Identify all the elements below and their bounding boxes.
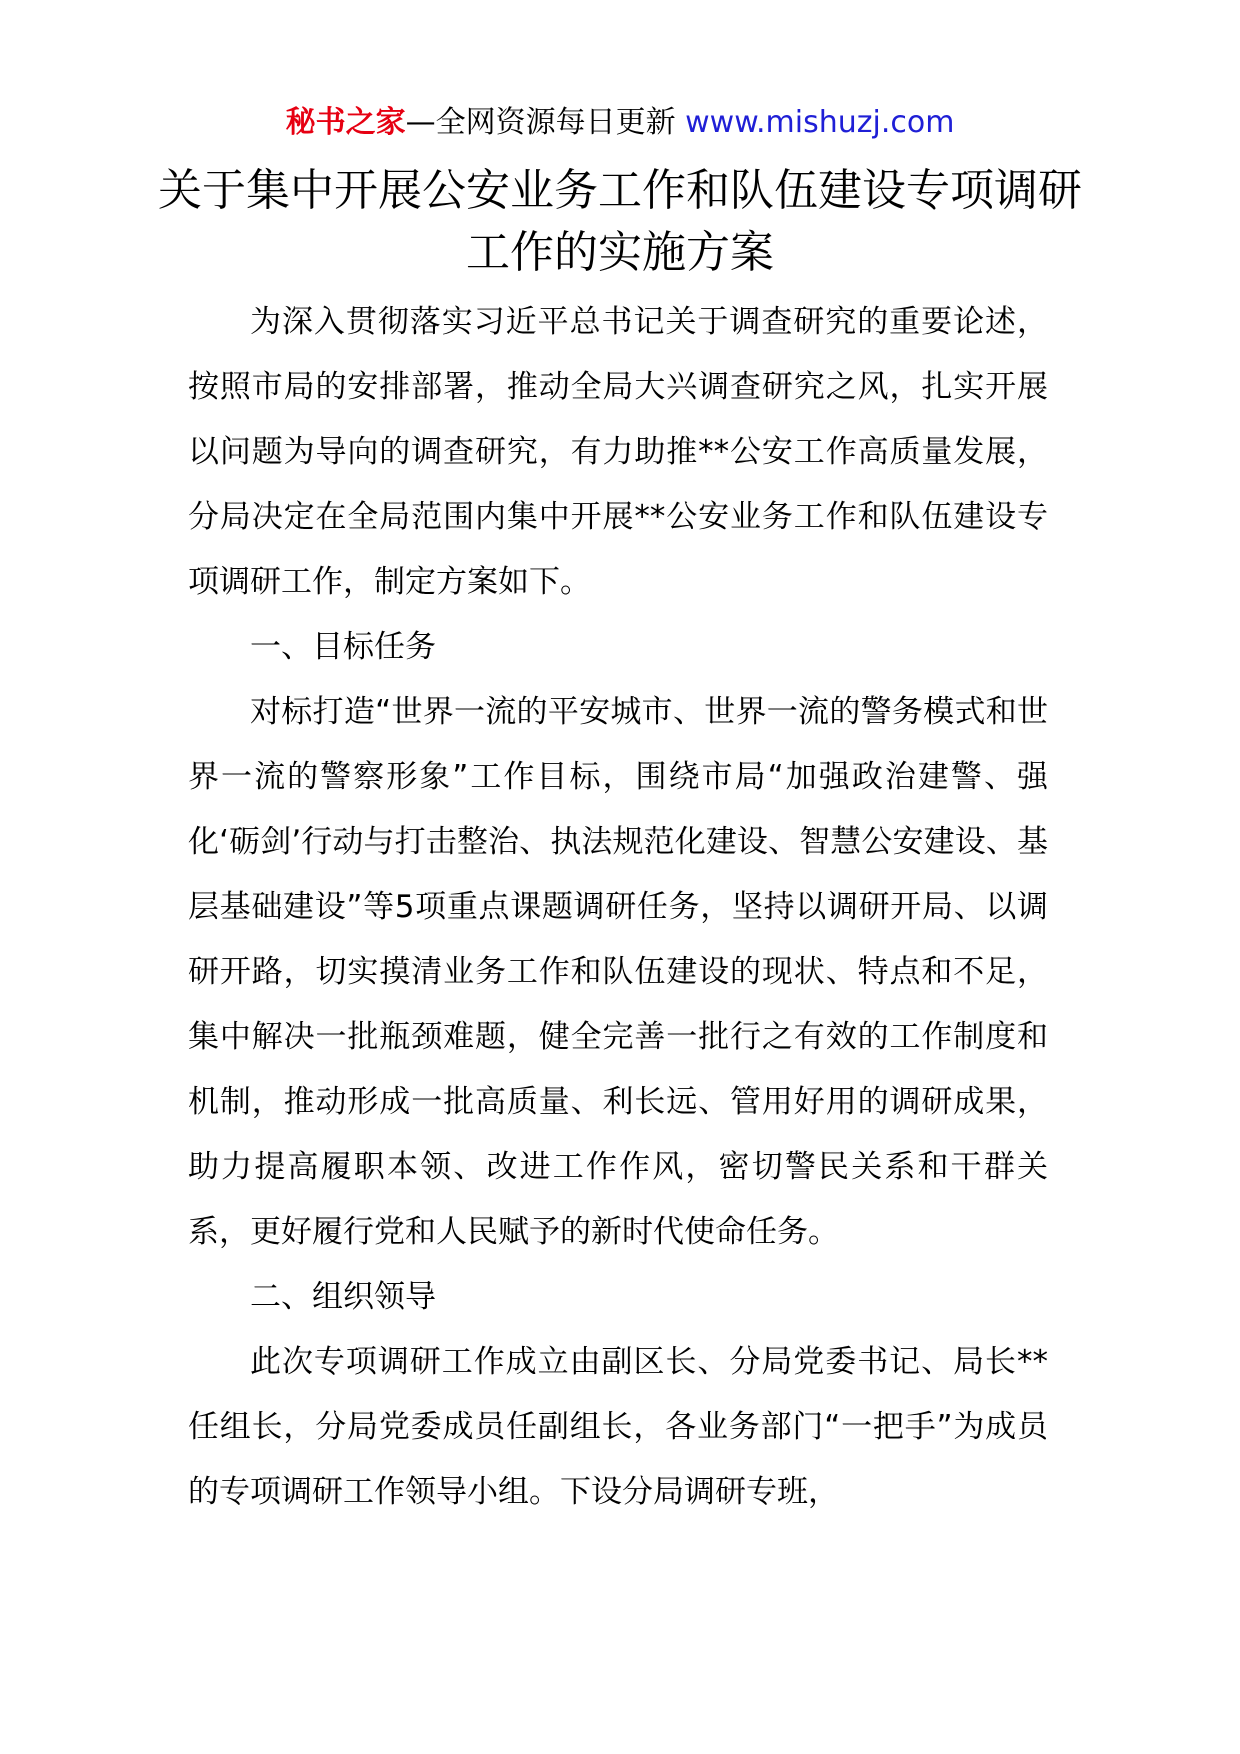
intro-paragraph: 为深入贯彻落实习近平总书记关于调查研究的重要论述，按照市局的安排部署，推动全局大兴调查研究之风，扎实开展以问题为导向的调查研究，有力助推**公安工作高质量发展，分局决定在全局范围内集中开展**公安业务工作和队伍建设专项调研工作，制定方案如下。 — [188, 304, 1048, 600]
section-paragraph-organization: 此次专项调研工作成立由副区长、分局党委书记、局长**任组长，分局党委成员任副组长，各业务部门“一把手”为成员的专项调研工作领导小组。下设分局调研专班， — [188, 1344, 1048, 1510]
section-heading-goals: 一、目标任务 — [250, 629, 436, 665]
document-body — [188, 290, 1048, 1525]
site-url-link[interactable]: www.mishuzj.com — [685, 105, 955, 140]
section-paragraph-goals: 对标打造“世界一流的平安城市、世界一流的警务模式和世界一流的警察形象”工作目标，围绕市局“加强政治建警、强化‘砺剑’行动与打击整治、执法规范化建设、智慧公安建设、基层基础建设”等5项重点课题调研任务，坚持以调研开局、以调研开路，切实摸清业务工作和队伍建设的现状、特点和不足，集中解决一批瓶颈难题，健全完善一批行之有效的工作制度和机制，推动形成一批高质量、利长远、管用好用的调研成果，助力提高履职本领、改进工作作风，密切警民关系和干群关系，更好履行党和人民赋予的新时代使命任务。 — [188, 694, 1048, 1250]
section-heading-organization: 二、组织领导 — [250, 1279, 436, 1315]
site-header — [0, 100, 1240, 146]
site-tagline: —全网资源每日更新 — [405, 105, 686, 140]
document-title: 关于集中开展公安业务工作和队伍建设专项调研工作的实施方案 — [158, 165, 1082, 278]
site-brand: 秘书之家 — [285, 105, 406, 140]
